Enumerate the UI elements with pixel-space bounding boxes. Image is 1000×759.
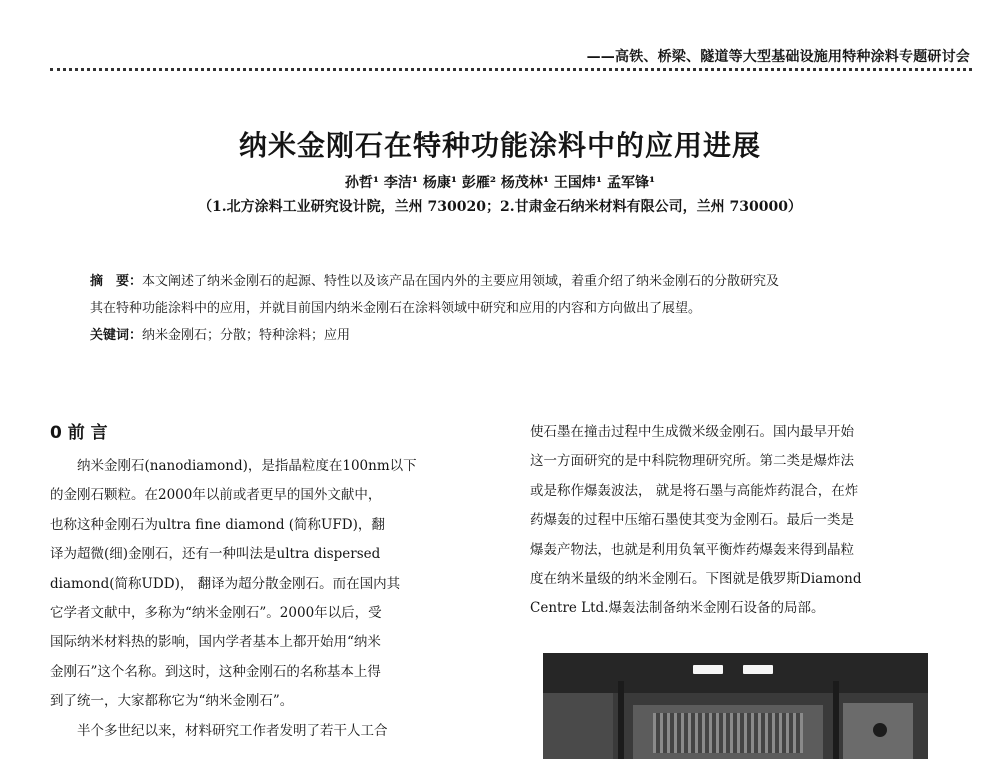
left-column [50,452,468,746]
body-line: 金刚石”这个名称。到这时，这种金刚石的名称基本上得 [50,663,381,680]
header-dotted-rule [50,68,972,71]
keywords-text: 纳米金刚石；分散；特种涂料；应用 [142,328,351,343]
ceiling-lamp [693,665,723,674]
abstract-text-1: 本文阐述了纳米金刚石的起源、特性以及该产品在国内外的主要应用领域，着重介绍了纳米金刚石的分散研究及 [142,274,780,289]
ceiling-lamp [743,665,773,674]
keywords-label: 关键词： [90,328,143,343]
body-line: 译为超微(细)金刚石，还有一种叫法是ultra dispersed [50,546,381,563]
body-line: 度在纳米量级的纳米金刚石。下图就是俄罗斯Diamond [530,570,862,587]
body-line: 爆轰产物法，也就是利用负氧平衡炸药爆轰来得到晶粒 [530,541,854,558]
right-column [530,418,950,624]
abstract-line-1 [90,268,930,295]
photo-wall [543,693,613,759]
paper-title: 纳米金刚石在特种功能涂料中的应用进展 [238,129,761,162]
body-line: 纳米金刚石(nanodiamond)，是指晶粒度在100nm以下 [50,458,417,474]
author-list: 孙哲¹ 李洁¹ 杨康¹ 彭雁² 杨茂林¹ 王国炜¹ 孟军锋¹ [344,175,656,191]
body-line: 或是称作爆轰波法， 就是将石墨与高能炸药混合，在炸 [530,482,859,499]
abstract-label: 摘 要： [90,274,143,289]
body-line: 半个多世纪以来，材料研究工作者发明了若干人工合 [50,722,388,739]
abstract-block [90,268,930,349]
body-line: Centre Ltd.爆轰法制备纳米金刚石设备的局部。 [530,600,825,617]
photo-machine-grille [653,713,803,753]
body-line: 使石墨在撞击过程中生成微米级金刚石。国内最早开始 [530,424,854,440]
affiliation: （1.北方涂料工业研究设计院，兰州 730020；2.甘肃金石纳米材料有限公司，兰州 730000） [198,199,802,215]
abstract-line-2: 其在特种功能涂料中的应用，并就目前国内纳米金刚石在涂料领域中研究和应用的内容和方向做出了展望。 [90,301,702,316]
running-head: ——高铁、桥梁、隧道等大型基础设施用特种涂料专题研讨会 [586,49,970,65]
section-heading-introduction: 0 前 言 [50,423,108,443]
body-line: 药爆轰的过程中压缩石墨使其变为金刚石。最后一类是 [530,512,854,529]
photo-pipe [833,681,839,759]
keywords-line [90,322,930,349]
photo-ceiling [543,653,928,693]
body-line: 也称这种金刚石为ultra fine diamond (简称UFD)，翻 [50,516,385,533]
photo-pipe [618,681,624,759]
body-line: 到了统一，大家都称它为“纳米金刚石”。 [50,693,294,710]
body-line: diamond(简称UDD)， 翻译为超分散金刚石。而在国内其 [50,575,401,592]
factory-photo [543,653,928,759]
body-line: 它学者文献中，多称为“纳米金刚石”。2000年以后，受 [50,604,382,621]
body-line: 这一方面研究的是中科院物理研究所。第二类是爆炸法 [530,453,854,470]
photo-dial [873,723,887,737]
body-line: 国际纳米材料热的影响，国内学者基本上都开始用“纳米 [50,634,381,651]
body-line: 的金刚石颗粒。在2000年以前或者更早的国外文献中， [50,487,382,504]
